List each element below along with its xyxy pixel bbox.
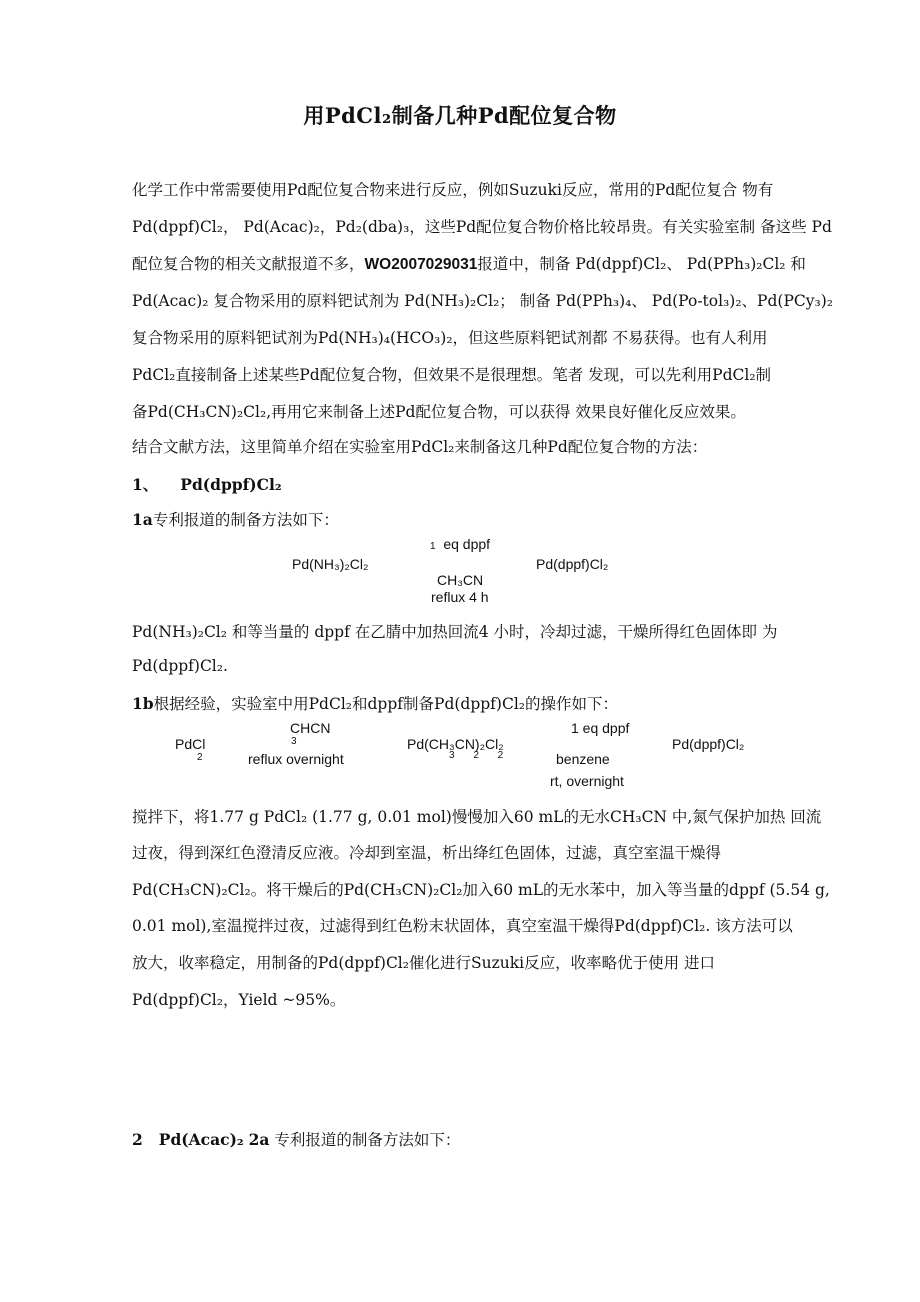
section-2-name: Pd(Acac)₂ — [158, 1130, 244, 1149]
reaction1-solvent: CH₃CN — [437, 572, 484, 588]
reaction2-intermediate-subscripts: 3 2 2 — [449, 750, 512, 761]
section-1-heading — [132, 473, 282, 495]
intro-line-1: 化学工作中常需要使用Pd配位复合物来进行反应，例如Suzuki反应，常用的Pd配位复合 物有 — [132, 181, 774, 199]
intro-line-2: Pd(dppf)Cl₂， Pd(Acac)₂，Pd₂(dba)₃，这些Pd配位复合物价格比较昂贵。有关实验室制 备这些 Pd — [132, 218, 832, 236]
reaction2-start: PdCl — [175, 736, 206, 752]
section-1-name: Pd(dppf)Cl₂ — [180, 475, 282, 494]
subsection-1b-label: 1b — [132, 694, 154, 713]
reaction2-start-subscript: 2 — [197, 752, 203, 763]
reaction1-product: Pd(dppf)Cl₂ — [536, 556, 609, 572]
paragraph-1b-line-3: Pd(CH₃CN)₂Cl₂。将干燥后的Pd(CH₃CN)₂Cl₂加入60 mL的无水苯中，加入等当量的dppf (5.54 g, — [132, 881, 830, 899]
reaction2-cond2-mid: benzene — [556, 751, 610, 767]
intro-line-4: Pd(Acac)₂ 复合物采用的原料钯试剂为 Pd(NH₃)₂Cl₂； 制备 Pd(PPh₃)₄、 Pd(Po-tol₃)₂、Pd(PCy₃)₂ — [132, 292, 833, 310]
paragraph-1b-line-5: 放大，收率稳定，用制备的Pd(dppf)Cl₂催化进行Suzuki反应，收率略优于使用 进口 — [132, 954, 716, 972]
intro-line-8: 结合文献方法，这里简单介绍在实验室用PdCl₂来制备这几种Pd配位复合物的方法： — [132, 438, 708, 456]
reaction2-cond1-subscript: 3 — [291, 736, 297, 747]
paragraph-1a-line-1: Pd(NH₃)₂Cl₂ 和等当量的 dppf 在乙腈中加热回流4 小时，冷却过滤，干燥所得红色固体即 为 — [132, 623, 778, 641]
reaction2-cond2-bottom: rt, overnight — [550, 773, 624, 789]
reaction2-cond1-top: CHCN — [290, 720, 331, 736]
paragraph-1b-line-4: 0.01 mol),室温搅拌过夜，过滤得到红色粉末状固体，真空室温干燥得Pd(dppf)Cl₂. 该方法可以 — [132, 917, 793, 935]
section-2-number: 2 — [132, 1130, 143, 1149]
intro-line-3c: 报道中，制备 Pd(dppf)Cl₂、 Pd(PPh₃)₂Cl₂ 和 — [477, 255, 806, 273]
subsection-1a-text: 专利报道的制备方法如下： — [152, 511, 339, 529]
paragraph-1b-line-2: 过夜，得到深红色澄清反应液。冷却到室温，析出绛红色固体，过滤，真空室温干燥得 — [132, 844, 722, 862]
paragraph-1b-line-6: Pd(dppf)Cl₂，Yield ~95%。 — [132, 991, 346, 1009]
intro-line-6: PdCl₂直接制备上述某些Pd配位复合物，但效果不是很理想。笔者 发现，可以先利用PdCl₂制 — [132, 366, 772, 384]
subsection-1b — [132, 692, 618, 714]
intro-line-7: 备Pd(CH₃CN)₂Cl₂,再用它来制备上述Pd配位复合物，可以获得 效果良好催化反应效果。 — [132, 403, 746, 421]
section-1-number: 1、 — [132, 475, 159, 494]
reaction1-equiv-superscript: 1 — [430, 541, 436, 552]
paragraph-1b-line-1: 搅拌下，将1.77 g PdCl₂ (1.77 g, 0.01 mol)慢慢加入60 mL的无水CH₃CN 中,氮气保护加热 回流 — [132, 808, 822, 826]
reaction1-time: reflux 4 h — [431, 589, 489, 605]
paragraph-1a-line-2: Pd(dppf)Cl₂. — [132, 657, 228, 675]
reaction1-reactant: Pd(NH₃)₂Cl₂ — [292, 556, 369, 572]
intro-line-3 — [132, 252, 806, 274]
subsection-2a-text: 专利报道的制备方法如下： — [274, 1131, 461, 1149]
subsection-1a — [132, 508, 339, 530]
subsection-1a-label: 1a — [132, 510, 153, 529]
reaction2-product: Pd(dppf)Cl₂ — [672, 736, 745, 752]
page-title: 用PdCl₂制备几种Pd配位复合物 — [303, 103, 617, 128]
reaction1-reagent: eq dppf — [443, 536, 491, 552]
reaction2-intermediate: Pd(CH₃CN)₂Cl₂ — [407, 736, 504, 752]
subsection-2a-label: 2a — [248, 1130, 270, 1149]
intro-line-5: 复合物采用的原料钯试剂为Pd(NH₃)₄(HCO₃)₂，但这些原料钯试剂都 不易获得。也有人利用 — [132, 329, 768, 347]
subsection-1b-text: 根据经验，实验室中用PdCl₂和dppf制备Pd(dppf)Cl₂的操作如下： — [153, 695, 618, 713]
reaction1-condition-above — [430, 536, 490, 552]
reaction2-cond2-top: 1 eq dppf — [571, 720, 630, 736]
patent-number: WO2007029031 — [364, 256, 478, 273]
section-2-heading — [132, 1128, 460, 1150]
reaction2-cond1-bottom: reflux overnight — [248, 751, 344, 767]
intro-line-3a: 配位复合物的相关文献报道不多， — [132, 255, 365, 273]
